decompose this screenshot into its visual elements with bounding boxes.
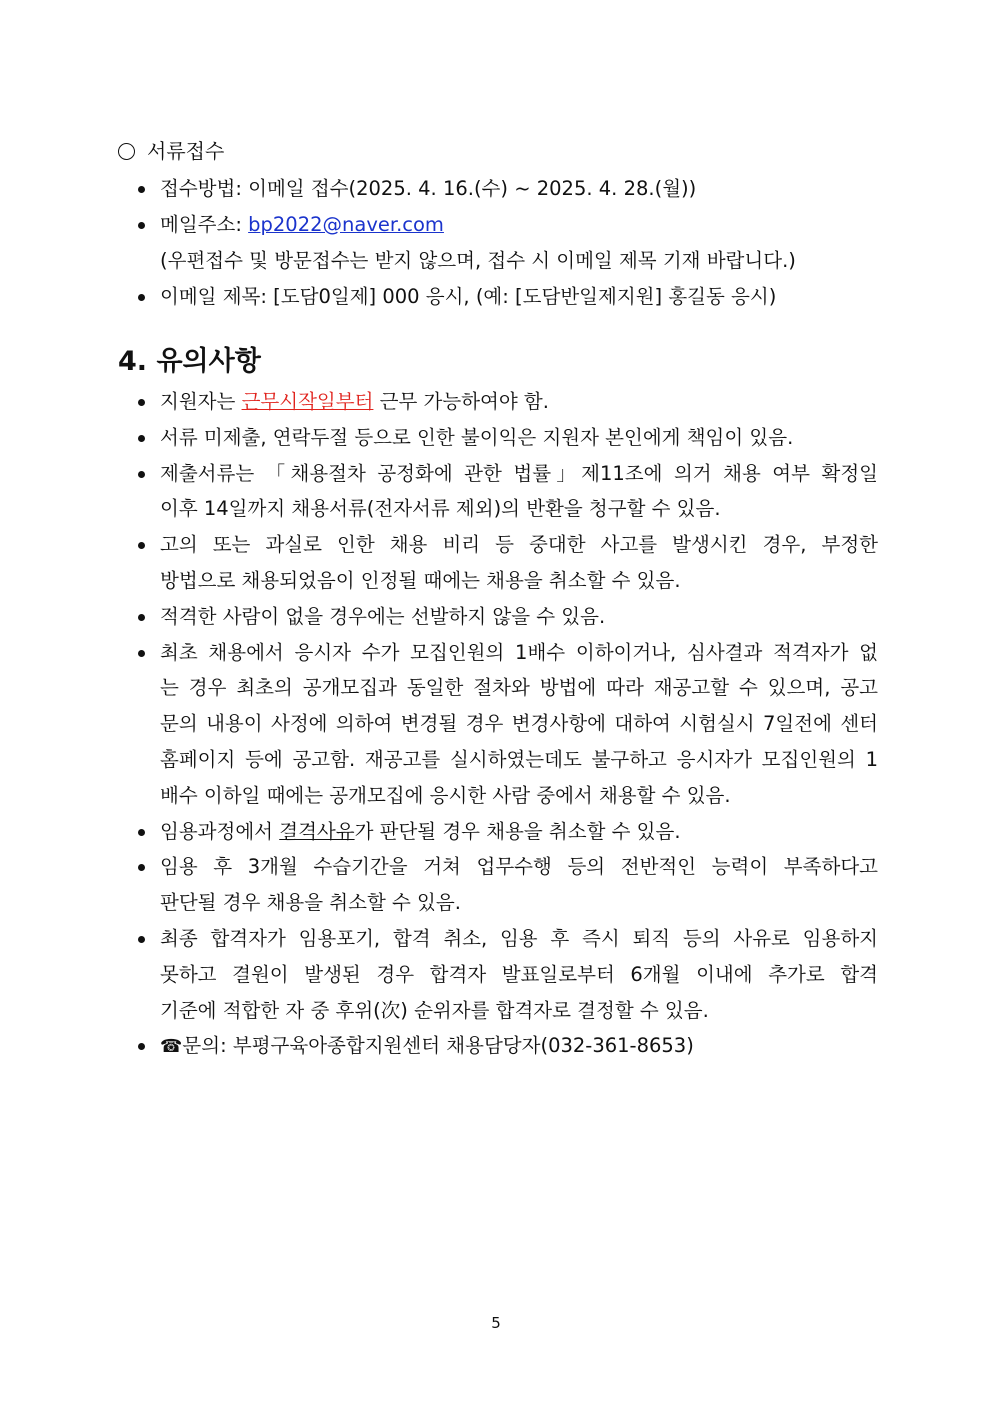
- note-7-highlight: 결격사유: [279, 819, 355, 843]
- note-9-line-1: 최종 합격자가 임용포기, 합격 취소, 임용 후 즉시 퇴직 등의 사유로 임용하지: [160, 926, 878, 950]
- note-8-line-2: 판단될 경우 채용을 취소할 수 있음.: [160, 891, 461, 915]
- method-label: 접수방법:: [160, 177, 242, 200]
- page-number: 5: [491, 1314, 501, 1332]
- note-4-line-1: 고의 또는 과실로 인한 채용 비리 등 중대한 사고를 발생시킨 경우, 부정한: [160, 533, 878, 557]
- list-item-note-6: [118, 635, 878, 814]
- note-7-pre: 임용과정에서: [160, 819, 274, 843]
- note-3-line-1: 제출서류는 「채용절차 공정화에 관한 법률」제11조에 의거 채용 여부 확정일: [160, 461, 878, 485]
- submission-heading-text: 서류접수: [147, 139, 225, 163]
- note-9-line-2: 못하고 결원이 발생된 경우 합격자 발표일로부터 6개월 이내에 추가로 합격: [160, 962, 878, 986]
- submission-list: [118, 171, 878, 315]
- bullet-icon: [138, 471, 145, 478]
- submission-heading: [118, 137, 224, 165]
- notes-title: 4. 유의사항: [118, 346, 261, 377]
- bullet-icon: [138, 186, 145, 193]
- note-9-line-3: 기준에 적합한 자 중 후위(次) 순위자를 합격자로 결정할 수 있음.: [160, 998, 709, 1022]
- note-5-text: 적격한 사람이 없을 경우에는 선발하지 않을 수 있음.: [160, 604, 606, 628]
- contact-text: 문의: 부평구육아종합지원센터 채용담당자(032-361-8653): [182, 1034, 694, 1058]
- list-item-note-4: [118, 527, 878, 599]
- note-6-line-3: 문의 내용이 사정에 의하여 변경될 경우 변경사항에 대하여 시험실시 7일전에 센터: [160, 712, 878, 736]
- subject-value: [도담0일제] 000 응시, (예: [도담반일제지원] 홍길동 응시): [273, 285, 777, 308]
- bullet-icon: [138, 650, 145, 657]
- subject-label: 이메일 제목:: [160, 285, 267, 308]
- phone-icon: ☎: [160, 1036, 183, 1058]
- list-item-method: [118, 171, 878, 207]
- note-6-line-4: 홈페이지 등에 공고함. 재공고를 실시하였는데도 불구하고 응시자가 모집인원의 1: [160, 747, 878, 771]
- circle-bullet-icon: [118, 143, 135, 160]
- bullet-icon: [138, 864, 145, 871]
- note-3-line-2: 이후 14일까지 채용서류(전자서류 제외)의 반환을 청구할 수 있음.: [160, 497, 721, 521]
- bullet-icon: [138, 294, 145, 301]
- note-6-line-5: 배수 이하일 때에는 공개모집에 응시한 사람 중에서 채용할 수 있음.: [160, 783, 731, 807]
- note-1-pre: 지원자는: [160, 390, 236, 413]
- list-item-contact: [118, 1028, 878, 1065]
- list-item-note-5: [118, 599, 878, 635]
- note-2-text: 서류 미제출, 연락두절 등으로 인한 불이익은 지원자 본인에게 책임이 있음.: [160, 425, 794, 449]
- bullet-icon: [138, 399, 145, 406]
- note-4-line-2: 방법으로 채용되었음이 인정될 때에는 채용을 취소할 수 있음.: [160, 568, 681, 592]
- method-value: 이메일 접수(2025. 4. 16.(수) ~ 2025. 4. 28.(월)): [248, 177, 697, 200]
- bullet-icon: [138, 829, 145, 836]
- email-link[interactable]: bp2022@naver.com: [248, 213, 444, 236]
- email-note: (우편접수 및 방문접수는 받지 않으며, 접수 시 이메일 제목 기재 바랍니다.): [160, 249, 796, 272]
- note-8-line-1: 임용 후 3개월 수습기간을 거쳐 업무수행 등의 전반적인 능력이 부족하다고: [160, 855, 878, 879]
- note-1-highlight: 근무시작일부터: [241, 390, 374, 413]
- list-item-subject: [118, 279, 878, 315]
- notes-list: [118, 384, 878, 1065]
- bullet-icon: [138, 936, 145, 943]
- bullet-icon: [138, 542, 145, 549]
- list-item-email: [118, 207, 878, 279]
- list-item-note-7: [118, 814, 878, 850]
- note-6-line-1: 최초 채용에서 응시자 수가 모집인원의 1배수 이하이거나, 심사결과 적격자가 없: [160, 640, 878, 664]
- list-item-note-1: [118, 384, 878, 420]
- email-label: 메일주소:: [160, 213, 242, 236]
- bullet-icon: [138, 1043, 145, 1050]
- list-item-note-9: [118, 921, 878, 1028]
- note-7-post: 가 판단될 경우 채용을 취소할 수 있음.: [354, 819, 681, 843]
- list-item-note-3: [118, 456, 878, 528]
- list-item-note-8: [118, 849, 878, 921]
- bullet-icon: [138, 614, 145, 621]
- note-1-post: 근무 가능하여야 함.: [379, 390, 549, 413]
- bullet-icon: [138, 222, 145, 229]
- bullet-icon: [138, 435, 145, 442]
- note-6-line-2: 는 경우 최초의 공개모집과 동일한 절차와 방법에 따라 재공고할 수 있으며, 공고: [160, 676, 878, 700]
- list-item-note-2: [118, 420, 878, 456]
